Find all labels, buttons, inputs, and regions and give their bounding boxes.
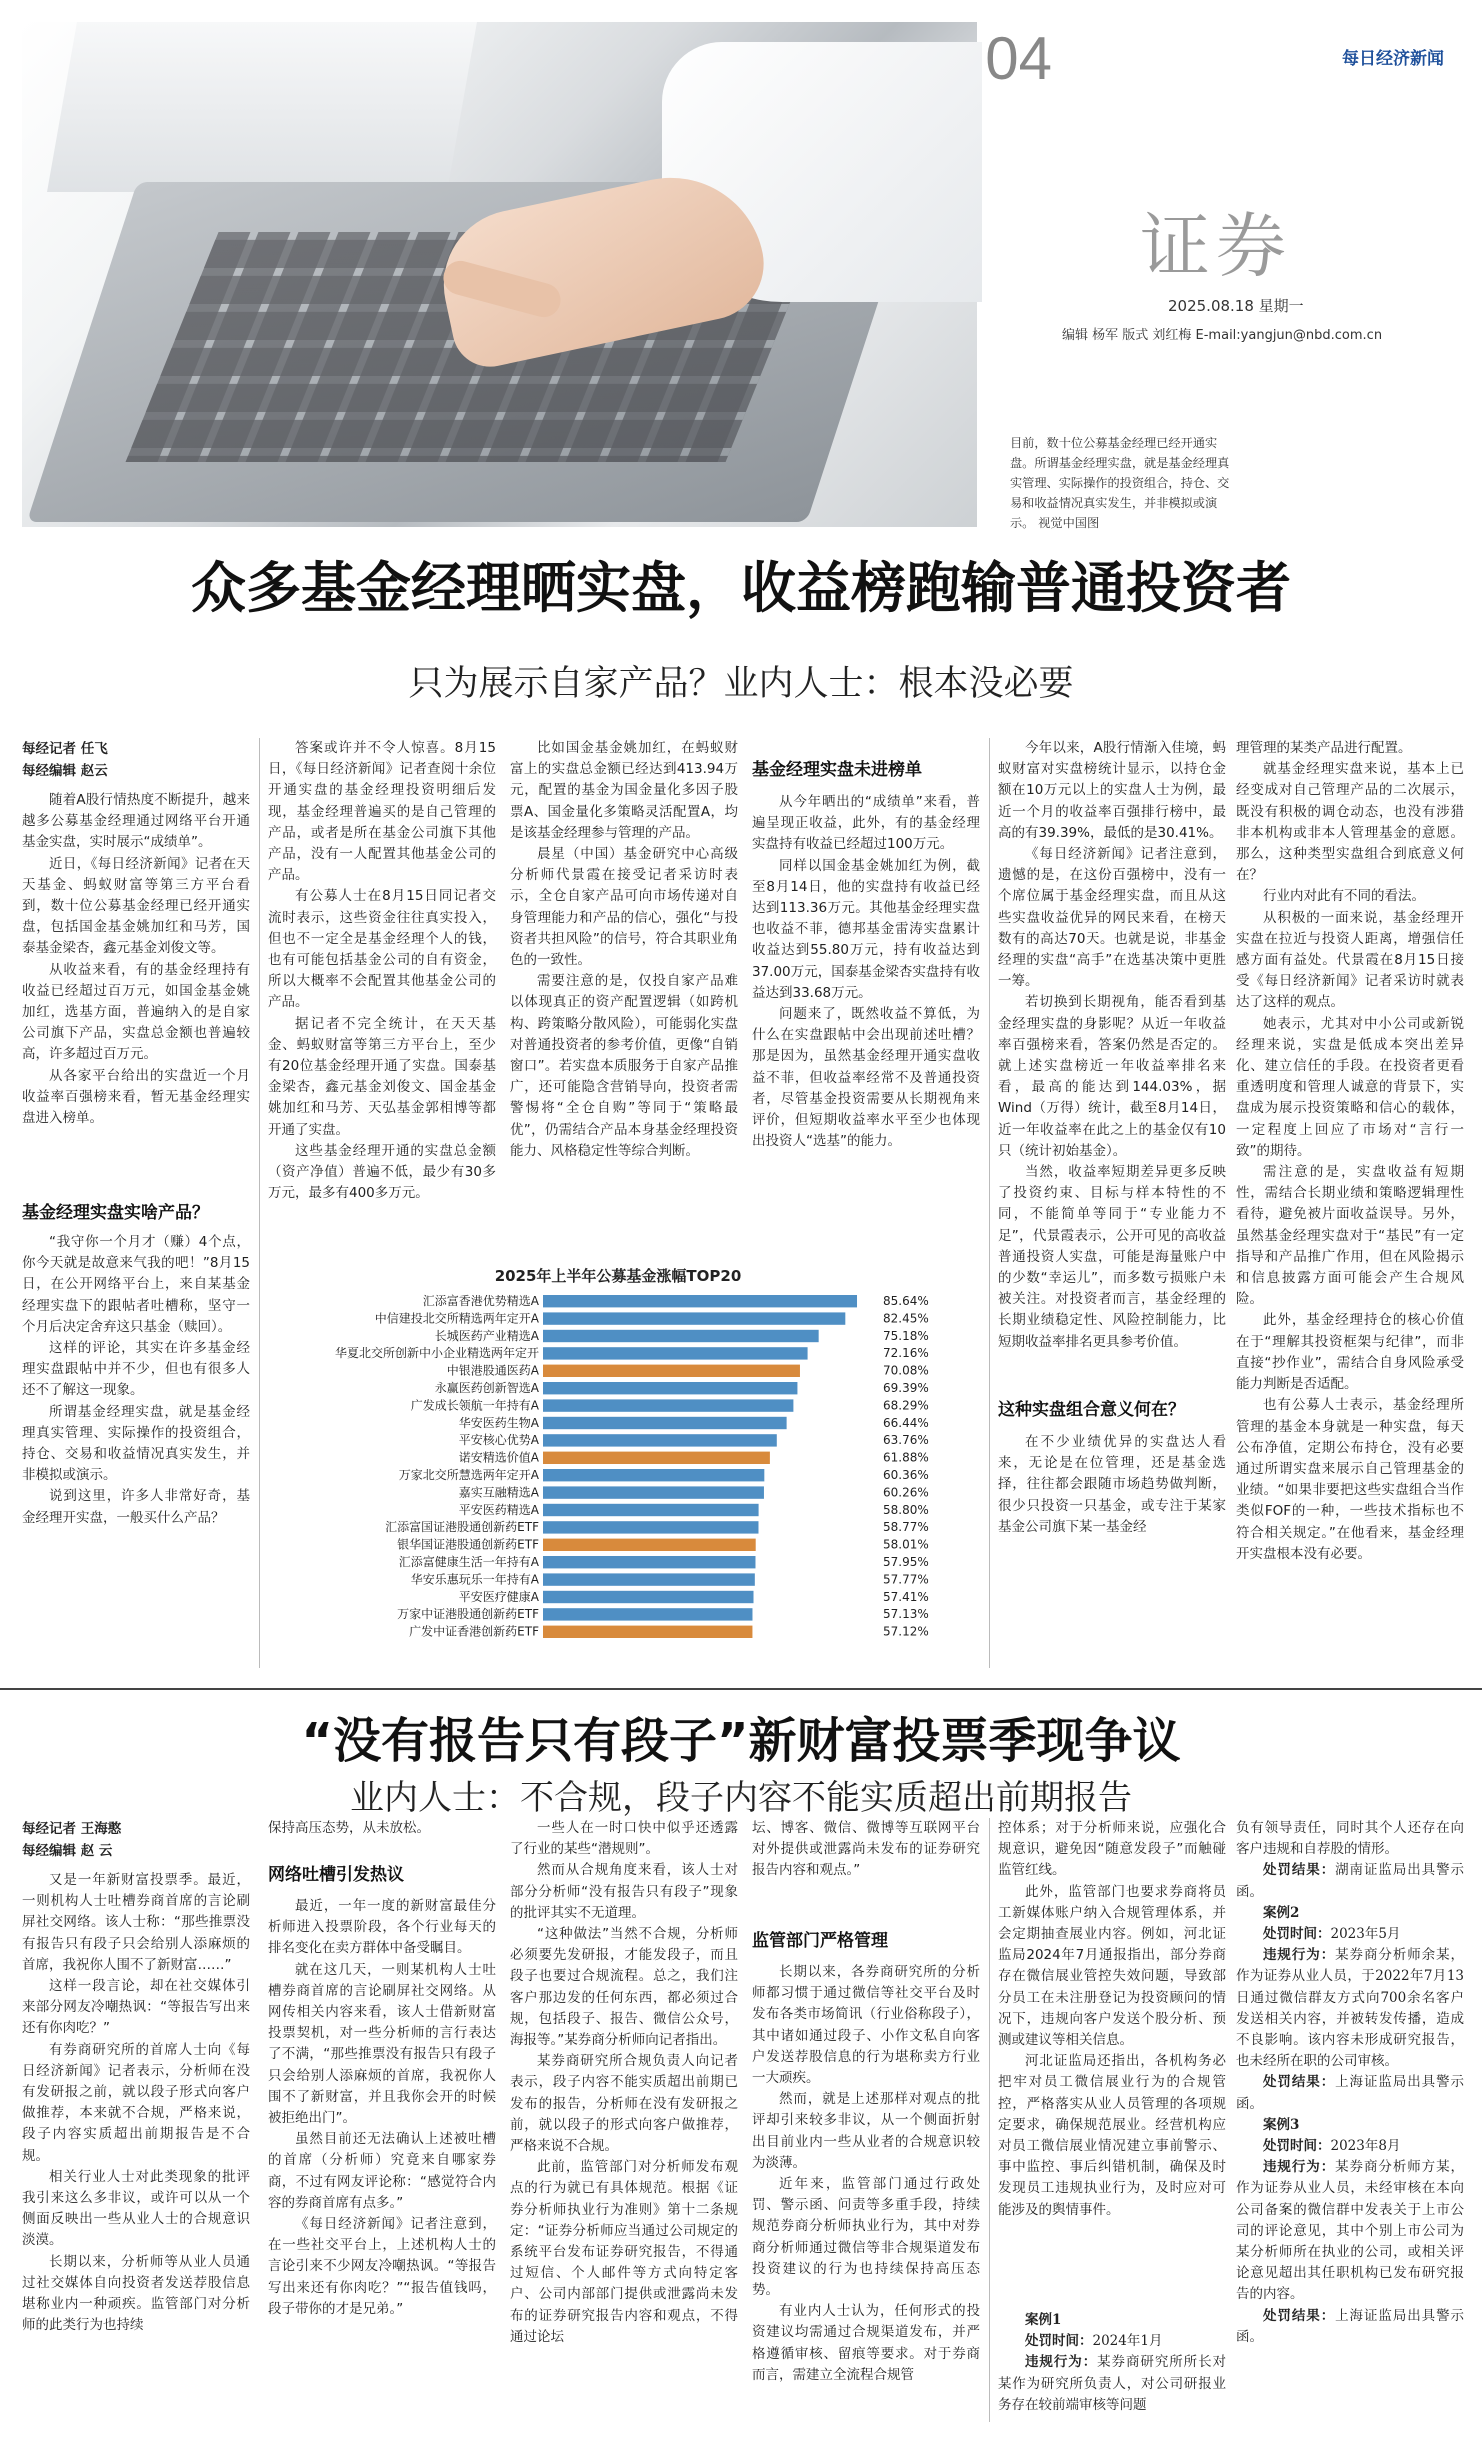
- chart-bar: [543, 1573, 755, 1585]
- story1-subhead-3: 这种实盘组合意义何在？: [998, 1400, 1185, 1420]
- chart-value-label: 63.76%: [883, 1433, 929, 1448]
- case-label: 处罚时间：: [1263, 2138, 1331, 2155]
- chart-category-label: 平安医疗健康A: [458, 1589, 539, 1604]
- story2-col4: [752, 1962, 980, 2422]
- chart-plot: [268, 1285, 968, 1665]
- paragraph: 又是一年新财富投票季。最近，一则机构人士吐槽券商首席的言论刷屏社交网络。该人士称：“那些推票没有报告只有段子只会给别人添麻烦的首席，我祝你人围不了新财富……”: [22, 1872, 250, 1973]
- chart-category-label: 银华国证港股通创新药ETF: [397, 1537, 539, 1552]
- chart-value-label: 61.88%: [883, 1450, 929, 1465]
- paragraph: 需注意的是，实盘收益有短期性，需结合长期业绩和策略逻辑理性看待，避免被片面收益误导。另外，虽然基金经理实盘对于“基民”有一定指导和产品推广作用，但在风险揭示和信息披露方面可能会产生合规风险。: [1236, 1164, 1464, 1308]
- story1-subheadline: 只为展示自家产品？业内人士：根本没必要: [408, 664, 1074, 704]
- case-column: [1236, 1818, 1464, 2422]
- chart-category-label: 中信建投北交所精选两年定开A: [374, 1311, 539, 1326]
- story1-col4: [752, 792, 980, 1258]
- chart-bar: [543, 1417, 787, 1429]
- paragraph: 就基金经理实盘来说，基本上已经变成对自己管理产品的二次展示，既没有积极的调仓动态，也没有涉猎非本机构或非本人管理基金的意愿。那么，这种类型实盘组合到底意义何在？: [1236, 761, 1464, 884]
- chart-bar: [543, 1330, 819, 1342]
- story1-col5: [998, 738, 1226, 1373]
- paragraph: “这种做法”当然不合规，分析师必须要先发研报，才能发段子，而且段子也要过合规流程。总之，我们注客户那边发的任何东西，都必须过合规，包括段子、报告、微信公众号，海报等。”某券商分析师向记者指出。: [510, 1926, 738, 2049]
- case-title: 案例1: [1025, 2312, 1062, 2328]
- case-value: 某券商分析师方某，作为证券从业人员，未经审核在本向公司备案的微信群中发表关于上市公司的评论意见，其中个别上市公司为某分析师所在执业的公司，或相关评论意见超出其任职机构已发布研究报告的内容。: [1236, 2159, 1465, 2303]
- chart-bar: [543, 1452, 770, 1464]
- chart-category-label: 华安医药生物A: [458, 1415, 539, 1430]
- story2-col3: [510, 1818, 738, 2422]
- paragraph: 所谓基金经理实盘，就是基金经理真实管理、实际操作的投资组合，持仓、交易和收益情况真实发生，并非模拟或演示。: [22, 1403, 250, 1484]
- paragraph: 然而，就是上述那样对观点的批评却引来较多非议，从一个侧面折射出目前业内一些从业者的合规意识较为淡薄。: [752, 2091, 980, 2171]
- section-title: 证券: [1140, 205, 1292, 287]
- chart-category-label: 华安乐惠玩乐一年持有A: [410, 1572, 539, 1587]
- paragraph: 保持高压态势，从未放松。: [268, 1820, 430, 1836]
- paragraph: 这样一段言论，却在社交媒体引来部分网友冷嘲热讽：“等报告写出来还有你肉吃？”: [22, 1978, 250, 2037]
- editor-line: 编辑 杨军 版式 刘红梅 E-mail:yangjun@nbd.com.cn: [1062, 328, 1383, 343]
- case-label: 违规行为：: [1263, 1947, 1336, 1964]
- chart-bar: [543, 1365, 800, 1377]
- chart-bar: [543, 1539, 756, 1551]
- chart-value-label: 69.39%: [883, 1381, 929, 1395]
- case-1: [998, 2310, 1226, 2422]
- chart-bar: [543, 1312, 845, 1324]
- case-value: 某券商研究所所长对某作为研究所负责人，对公司研报业务存在较前端审核等问题: [998, 2354, 1227, 2413]
- chart-bar: [543, 1556, 755, 1568]
- laptop-screen: [47, 22, 477, 192]
- chart-bar: [543, 1521, 758, 1533]
- chart-value-label: 57.41%: [883, 1589, 929, 1604]
- chart-bar: [543, 1469, 764, 1481]
- paragraph: 近日，《每日经济新闻》记者在天天基金、蚂蚁财富等第三方平台看到，数十位公募基金经理已经开通实盘，包括国金基金姚加红和马芳，国泰基金梁杏，鑫元基金刘俊文等。: [22, 855, 250, 957]
- chart-category-label: 中银港股通医药A: [446, 1363, 539, 1378]
- case-label: 违规行为：: [1025, 2354, 1098, 2371]
- paragraph: 《每日经济新闻》记者注意到，遗憾的是，在这份百强榜中，没有一个席位属于基金经理实盘，而且从这些实盘收益优异的网民来看，在榜天数有的高达70天。也就是说，非基金经理的实盘“高手”在选基决策中更胜一筹。: [998, 846, 1226, 990]
- story2-subhead-1: 网络吐槽引发热议: [268, 1865, 404, 1885]
- chart-value-label: 85.64%: [883, 1294, 929, 1308]
- paragraph: 此外，基金经理持仓的核心价值在于“理解其投资框架与纪律”，而非直接“抄作业”，需结合自身风险承受能力判断是否适配。: [1236, 1312, 1464, 1393]
- chart-category-label: 广发成长领航一年持有A: [410, 1398, 539, 1413]
- story2-byline: [22, 1818, 121, 1862]
- paragraph: 某券商研究所合规负责人向记者表示，段子内容不能实质超出前期已发布的报告，分析师在没有发研报之前，就以段子的形式向客户做推荐，严格来说不合规。: [510, 2053, 738, 2155]
- story2-col4a: [752, 1818, 980, 1879]
- chart-value-label: 58.80%: [883, 1502, 929, 1517]
- chart-bar: [543, 1295, 857, 1307]
- paragraph: 从积极的一面来说，基金经理开实盘在拉近与投资人距离，增强信任感方面有益处。代景霞在8月15日接受《每日经济新闻》记者采访时就表达了这样的观点。: [1236, 909, 1464, 1011]
- paragraph: 就在这几天，一则某机构人士吐槽券商首席的言论刷屏社交网络。从网传相关内容来看，该人士借新财富投票契机，对一些分析师的言行表达了不满，“那些推票没有报告只有段子只会给别人添麻烦的首席，我祝你人围不了新财富，并且我你会开的时候被拒绝出门”。: [268, 1961, 496, 2127]
- paragraph: 这些基金经理开通的实盘总金额（资产净值）普遍不低，最少有30多万元，最多有400多万元。: [268, 1142, 496, 1202]
- section-divider: [0, 1688, 1482, 1690]
- chart-value-label: 57.95%: [883, 1555, 929, 1569]
- chart-category-label: 平安医药精选A: [458, 1502, 539, 1517]
- paragraph: 此前，监管部门对分析师发布观点的行为就已有具体规范。根据《证券分析师执业行为准则》第十二条规定：“证券分析师应当通过公司规定的系统平台发布证券研究报告，不得通过短信、个人邮件等方式向特定客户、公司内部部门提供或泄露尚未发布的证券研究报告内容和观点，不得通过论坛: [510, 2159, 738, 2345]
- paragraph: 有公募人士在8月15日同记者交流时表示，这些资金往往真实投入，但也不一定全是基金经理个人的钱，也有可能包括基金公司的自有资金，所以大概率不会配置其他基金公司的产品。: [268, 888, 496, 1011]
- chart-bar: [543, 1382, 797, 1394]
- story1-subhead-1: 基金经理实盘实啥产品？: [22, 1203, 209, 1223]
- chart-value-label: 70.08%: [883, 1363, 929, 1378]
- paragraph: 长期以来，分析师等从业人员通过社交媒体自向投资者发送荐股信息堪称业内一种顽疾。监管部门对分析师的此类行为也持续: [22, 2253, 250, 2334]
- story2-subhead-2: 监管部门严格管理: [752, 1931, 888, 1951]
- paragraph: 也有公募人士表示，基金经理所管理的基金本身就是一种实盘，每天公布净值，定期公布持仓，没有必要通过所谓实盘来展示自己管理基金的业绩。“如果非要把这些实盘组合当作类似FOF的一种，一些技术指标也不符合相关规定。”在他看来，基金经理开实盘根本没有必要。: [1236, 1397, 1464, 1562]
- story2-col1: [22, 1870, 250, 2422]
- chart-value-label: 58.01%: [883, 1537, 929, 1552]
- chart-bar: [543, 1399, 793, 1411]
- case-title: 案例2: [1263, 1904, 1300, 1921]
- chart-bar: [543, 1504, 759, 1516]
- paragraph: 从收益来看，有的基金经理持有收益已经超过百万元，如国金基金姚加红，选基方面，普遍纳入的是自家公司旗下产品，实盘总金额也普遍较高，许多超过百万元。: [22, 961, 250, 1063]
- paragraph: 她表示，尤其对中小公司或新锐经理来说，实盘是低成本突出差异化、建立信任的手段。在投资者更看重透明度和管理人诚意的背景下，实盘成为展示投资策略和信心的载体，一定程度上回应了市场对“言行一致”的期待。: [1236, 1015, 1464, 1159]
- chart-category-label: 华夏北交所创新中小企业精选两年定开: [334, 1346, 539, 1361]
- chart-bar: [543, 1486, 764, 1498]
- paragraph: 行业内对此有不同的看法。: [1263, 888, 1425, 905]
- paragraph: 答案或许并不令人惊喜。8月15日，《每日经济新闻》记者查阅十余位开通实盘的基金经理投资明细后发现，基金经理普遍买的是自己管理的产品，或者是所在基金公司旗下其他产品，没有一人配置其他基金公司的产品。: [268, 740, 496, 884]
- paragraph: 据记者不完全统计，在天天基金、蚂蚁财富等第三方平台上，至少有20位基金经理开通了实盘。国泰基金梁杏，鑫元基金刘俊文、国金基金姚加红和马芳、天弘基金郭相博等都开通了实盘。: [268, 1015, 496, 1138]
- story1-subhead-2: 基金经理实盘未进榜单: [752, 760, 922, 780]
- case-value: 负有领导责任，同时其个人还存在向客户违规和自荐股的情形。: [1236, 1820, 1464, 1858]
- chart-value-label: 60.36%: [883, 1468, 929, 1482]
- chart-bar: [543, 1626, 752, 1638]
- story1-col1b: [22, 1232, 250, 1672]
- chart-category-label: 万家北交所慧选两年定开A: [398, 1468, 539, 1482]
- chart-bar: [543, 1591, 754, 1603]
- paragraph: 比如国金基金姚加红，在蚂蚁财富上的实盘总金额已经达到413.94万元，配置的基金为国金量化多因子股票A、国金量化多策略灵活配置A，均是该基金经理参与管理的产品。: [510, 740, 738, 841]
- chart-value-label: 66.44%: [883, 1415, 929, 1430]
- paragraph: 需要注意的是，仅投自家产品难以体现真正的资产配置逻辑（如跨机构、跨策略分散风险），可能弱化实盘对普通投资者的参考价值，更像“自销窗口”。若实盘本质服务于自家产品推广，还可能隐含营销导向，投资者需警惕将“全仓自购”等同于“策略最优”，仍需结合产品本身基金经理投资能力、风格稳定性等综合判断。: [510, 973, 738, 1159]
- case-value: 上海证监局出具警示函。: [1236, 2307, 1465, 2345]
- case-value: 上海证监局出具警示函。: [1236, 2074, 1465, 2112]
- chart-category-label: 汇添富国证港股通创新药ETF: [385, 1520, 539, 1535]
- chart-category-label: 长城医药产业精选A: [434, 1328, 539, 1343]
- chart-category-label: 永赢医药创新智选A: [434, 1381, 539, 1395]
- header-photo: [22, 22, 977, 527]
- chart-value-label: 75.18%: [883, 1328, 929, 1343]
- paragraph: 随着A股行情热度不断提升，越来越多公募基金经理通过网络平台开通基金实盘，实时展示“成绩单”。: [22, 792, 250, 851]
- chart-value-label: 82.45%: [883, 1311, 929, 1326]
- case-value: 湖南证监局出具警示函。: [1236, 1862, 1465, 1900]
- editor: 每经编辑 赵云: [22, 763, 108, 779]
- paragraph: 若切换到长期视角，能否看到基金经理实盘的身影呢？从近一年收益率百强榜来看，答案仍然是否定的。就上述实盘榜近一年收益率排名来看，最高的能达到144.03%，据Wind（万得）统计，截至8月14日，近一年收益率在此之上的基金仅有10只（统计初始基金）。: [998, 994, 1226, 1159]
- column-rule: [259, 738, 260, 1668]
- chart-title: 2025年上半年公募基金涨幅TOP20: [494, 1267, 742, 1285]
- column-rule: [989, 1818, 990, 2422]
- paragraph: 这样的评论，其实在许多基金经理实盘跟帖中并不少，但也有很多人还不了解这一现象。: [22, 1340, 250, 1399]
- chart-category-label: 嘉实互融精选A: [458, 1485, 539, 1500]
- paragraph: 同样以国金基金姚加红为例，截至8月14日，他的实盘持有收益已经达到113.36万元。其他基金经理实盘也收益不菲，德邦基金雷涛实盘累计收益达到55.80万元，持有收益达到37.00万元，国泰基金梁杏实盘持有收益达到33.68万元。: [752, 857, 980, 1001]
- case-label: 处罚时间：: [1025, 2333, 1093, 2350]
- story1-headline: 众多基金经理晒实盘，收益榜跑输普通投资者: [190, 556, 1291, 620]
- story2-headline: “没有报告只有段子”新财富投票季现争议: [301, 1713, 1181, 1769]
- paragraph: 然而从合规角度来看，该人士对部分分析师“没有报告只有段子”现象的批评其实不无道理。: [510, 1862, 738, 1921]
- case-value: 2023年5月: [1330, 1926, 1401, 1943]
- reporter: 每经记者 任飞: [22, 741, 108, 757]
- paragraph: “我守你一个月才（赚）4个点，你今天就是故意来气我的吧！”8月15日，在公开网络平台上，来自某基金经理实盘下的跟帖者吐槽称，坚守一个月后决定舍弃这只基金（赎回）。: [22, 1234, 250, 1335]
- paragraph: 长期以来，各券商研究所的分析师都习惯于通过微信等社交平台及时发布各类市场简讯（行业俗称段子），其中诸如通过段子、小作文私自向客户发送荐股信息的行为堪称卖方行业一大顽疾。: [752, 1964, 980, 2087]
- paragraph: 问题来了，既然收益不算低，为什么在实盘跟帖中会出现前述吐槽？那是因为，虽然基金经理开通实盘收益不菲，但收益率经常不及普通投资者，尽管基金投资需要从长期视角来评价，但短期收益率水平至少也体现出投资人“选基”的能力。: [752, 1006, 980, 1150]
- chart-category-label: 平安核心优势A: [458, 1433, 539, 1448]
- story2-subheadline: 业内人士：不合规，段子内容不能实质超出前期报告: [350, 1778, 1132, 1818]
- paragraph: 有券商研究所的首席人士向《每日经济新闻》记者表示，分析师在没有发研报之前，就以段子形式向客户做推荐，本来就不合规，严格来说，段子内容实质超出前期报告是不合规。: [22, 2041, 250, 2164]
- case-label: 处罚时间：: [1263, 1926, 1331, 1943]
- column-rule: [989, 738, 990, 1668]
- paragraph: 说到这里，许多人非常好奇，基金经理开实盘，一般买什么产品？: [22, 1488, 250, 1526]
- photo-caption: 目前，数十位公募基金经理已经开通实盘。所谓基金经理实盘，就是基金经理真实管理、实际操作的投资组合，持仓、交易和收益情况真实发生，并非模拟或演示。 视觉中国图: [1010, 436, 1230, 530]
- paragraph: 当然，收益率短期差异更多反映了投资约束、目标与样本特性的不同，不能简单等同于“专业能力不足”，代景霞表示，公开可见的高收益普通投资人实盘，可能是海量账户中的少数“幸运儿”，而多数亏损账户未被关注。对投资者而言，基金经理的长期业绩稳定性、风险控制能力，比短期收益率排名更具参考价值。: [998, 1164, 1226, 1350]
- story1-col3: [510, 738, 738, 1258]
- fund-gains-chart: [268, 1265, 968, 1665]
- chart-bar: [543, 1608, 752, 1620]
- paragraph: 从今年晒出的“成绩单”来看，普遍呈现正收益，此外，有的基金经理实盘持有收益已经超过100万元。: [752, 794, 980, 853]
- paragraph: 晨星（中国）基金研究中心高级分析师代景霞在接受记者采访时表示，全仓自家产品可向市场传递对自身管理能力和产品的信心，强化“与投资者共担风险”的信号，符合其职业角色的一致性。: [510, 846, 738, 969]
- story1-col1: [22, 790, 250, 1170]
- chart-category-label: 万家中证港股通创新药ETF: [397, 1607, 539, 1622]
- case-value: 2024年1月: [1092, 2333, 1163, 2350]
- chart-category-label: 汇添富香港优势精选A: [422, 1294, 539, 1308]
- paragraph: 理管理的某类产品进行配置。: [1236, 740, 1412, 756]
- case-value: 2023年8月: [1330, 2138, 1401, 2155]
- chart-value-label: 60.26%: [883, 1485, 929, 1500]
- paragraph: 今年以来，A股行情渐入佳境，蚂蚁财富对实盘榜统计显示，以持仓金额在10万元以上的实盘人士为例，最近一个月的收益率百强排行榜中，最高的有39.39%，最低的是30.41%。: [998, 740, 1226, 841]
- story2-col5: [998, 1818, 1226, 2260]
- story2-col2: [268, 1896, 496, 2422]
- paragraph: 一些人在一时口快中似乎还透露了行业的某些“潜规则”。: [510, 1820, 738, 1858]
- case-title: 案例3: [1263, 2116, 1300, 2133]
- chart-category-label: 汇添富健康生活一年持有A: [398, 1555, 539, 1569]
- paragraph: 坛、博客、微信、微博等互联网平台对外提供或泄露尚未发布的证券研究报告内容和观点。”: [752, 1820, 980, 1879]
- paper-name: 每日经济新闻: [1342, 49, 1444, 69]
- case-label: 处罚结果：: [1263, 2074, 1336, 2091]
- paragraph: 近年来，监管部门通过行政处罚、警示函、问责等多重手段，持续规范券商分析师执业行为，其中对券商分析师通过微信等非合规渠道发布投资建议的行为也持续保持高压态势。: [752, 2176, 980, 2299]
- paragraph: 河北证监局还指出，各机构务必把牢对员工微信展业行为的合规管控，严格落实从业人员管理的各项规定要求，确保规范展业。经营机构应对员工微信展业情况建立事前警示、事中监控、事后纠错机制，确保及时发现员工违规执业行为，及时应对可能涉及的舆情事件。: [998, 2053, 1226, 2218]
- paragraph: 最近，一年一度的新财富最佳分析师进入投票阶段，各个行业每天的排名变化在卖方群体中备受瞩目。: [268, 1898, 496, 1957]
- chart-value-label: 57.77%: [883, 1572, 929, 1587]
- chart-value-label: 68.29%: [883, 1398, 929, 1413]
- story2-col2a: [268, 1818, 496, 1848]
- case-label: 处罚结果：: [1263, 1862, 1336, 1879]
- story1-byline: [22, 738, 108, 782]
- chart-category-label: 诺安精选价值A: [458, 1450, 539, 1465]
- chart-category-label: 广发中证香港创新药ETF: [409, 1624, 539, 1639]
- paragraph: 从各家平台给出的实盘近一个月收益率百强榜来看，暂无基金经理实盘进入榜单。: [22, 1067, 250, 1127]
- chart-bar: [543, 1347, 808, 1359]
- reporter: 每经记者 王海憨: [22, 1821, 122, 1837]
- story1-col6: [1236, 738, 1464, 1673]
- case-label: 违规行为：: [1263, 2159, 1336, 2176]
- chart-value-label: 58.77%: [883, 1520, 929, 1535]
- paragraph: 在不少业绩优异的实盘达人看来，无论是在位管理，还是基金选择，往往都会跟随市场趋势做判断，很少只投资一只基金，或专注于某家基金公司旗下某一基金经: [998, 1434, 1226, 1535]
- paragraph: 此外，监管部门也要求券商将员工新媒体账户纳入合规管理体系，并会定期抽查展业内容。例如，河北证监局2024年7月通报指出，部分券商存在微信展业管控失效问题，导致部分员工在未注册登记为投资顾问的情况下，违规向客户发送个股分析、预测或建议等相关信息。: [998, 1883, 1226, 2049]
- paragraph: 有业内人士认为，任何形式的投资建议均需通过合规渠道发布，并严格遵循审核、留痕等要求。对于券商而言，需建立全流程合规管: [752, 2303, 980, 2383]
- editor: 每经编辑 赵 云: [22, 1843, 113, 1859]
- case-label: 处罚结果：: [1263, 2307, 1336, 2324]
- chart-value-label: 72.16%: [883, 1346, 929, 1361]
- case-value: 某券商分析师余某，作为证券从业人员，于2022年7月13日通过微信群友方式向700余名客户发送相关内容，并被转发传播，造成不良影响。该内容未形成研究报告，也未经所在职的公司审核。: [1236, 1947, 1465, 2070]
- paragraph: 《每日经济新闻》记者注意到，在一些社交平台上，上述机构人士的言论引来不少网友冷嘲热讽。“等报告写出来还有你肉吃？”“报告值钱吗，段子带你的才是兄弟。”: [268, 2216, 496, 2317]
- chart-bar: [543, 1434, 777, 1446]
- chart-value-label: 57.13%: [883, 1607, 929, 1622]
- chart-value-label: 57.12%: [883, 1624, 929, 1639]
- issue-date: 2025.08.18 星期一: [1168, 297, 1304, 315]
- paragraph: 控体系；对于分析师来说，应强化合规意识，避免因“随意发段子”而触碰监管红线。: [998, 1820, 1226, 1879]
- story1-col5b: [998, 1432, 1226, 1672]
- story1-col2: [268, 738, 496, 1258]
- paragraph: 虽然目前还无法确认上述被吐槽的首席（分析师）究竟来自哪家券商，不过有网友评论称：“感觉符合内容的券商首席有点多。”: [268, 2131, 496, 2211]
- paragraph: 相关行业人士对此类现象的批评我引来这么多非议，或许可以从一个侧面反映出一些从业人士的合规意识淡漠。: [22, 2168, 250, 2249]
- page-number: 04: [985, 25, 1052, 92]
